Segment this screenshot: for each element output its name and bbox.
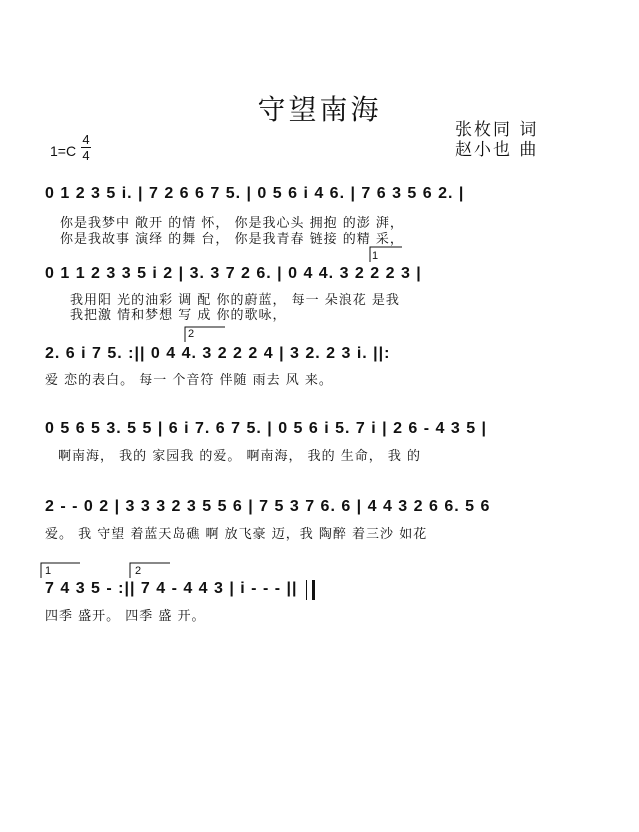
volta-1-number: 1 [372,250,380,262]
lyrics-system-1-verse-1: 你是我梦中 敞开 的情 怀， 你是我心头 拥抱 的澎 湃， [60,216,404,231]
lyrics-system-2-verse-1: 我用阳 光的油彩 调 配 你的蔚蓝， 每一 朵浪花 是我 [70,293,400,308]
lyrics-system-5: 爱。 我 守望 着蓝天岛礁 啊 放飞豪 迈，我 陶醉 着三沙 如花 [45,527,428,542]
notation-system-2: 0 1 1 2 3 3 5 i 2 | 3. 3 7 2 6. | 0 4 4. 3 2 2 2 3 | [45,265,422,282]
song-title: 守望南海 [257,93,382,126]
notation-system-6: 7 4 3 5 - :|| 7 4 - 4 4 3 | i - - - || [45,580,298,597]
composer-credit: 赵小也 曲 [455,140,539,160]
notation-system-1: 0 1 2 3 5 i. | 7 2 6 6 7 5. | 0 5 6 i 4 6. | 7 6 3 5 6 2. | [45,185,465,202]
volta-bracket-2-last [130,563,170,578]
time-signature-top: 4 [82,132,90,147]
lyrics-system-2-verse-2: 我把激 情和梦想 写 成 你的歌咏， [70,308,287,323]
time-signature-bottom: 4 [82,148,90,163]
volta-2-number: 2 [188,328,196,340]
final-bar-thin [306,580,307,600]
volta-bracket-2 [185,327,225,342]
volta-2-number-last: 2 [135,565,143,577]
key-signature: 1=C [50,143,77,159]
final-bar-thick [312,580,315,600]
notation-system-5: 2 - - 0 2 | 3 3 3 2 3 5 5 6 | 7 5 3 7 6. 6 | 4 4 3 2 6 6. 5 6 [45,498,491,515]
notation-system-3: 2. 6 i 7 5. :|| 0 4 4. 3 2 2 2 4 | 3 2. 2 3 i. ||: [45,345,391,362]
lyrics-system-3: 爱 恋的表白。 每一 个音符 伴随 雨去 风 来。 [45,373,333,388]
volta-1-number-last: 1 [45,565,53,577]
lyrics-system-4: 啊南海， 我的 家园我 的爱。 啊南海， 我的 生命， 我 的 [58,449,422,464]
notation-system-4: 0 5 6 5 3. 5 5 | 6 i 7. 6 7 5. | 0 5 6 i 5. 7 i | 2 6 - 4 3 5 | [45,420,488,437]
lyricist-credit: 张枚同 词 [455,120,539,140]
lyrics-system-6: 四季 盛开。 四季 盛 开。 [45,609,206,624]
volta-bracket-1 [370,247,402,262]
lyrics-system-1-verse-2: 你是我故事 演绎 的舞 台， 你是我青春 链接 的精 采， [60,232,404,247]
volta-bracket-1-last [41,563,80,578]
